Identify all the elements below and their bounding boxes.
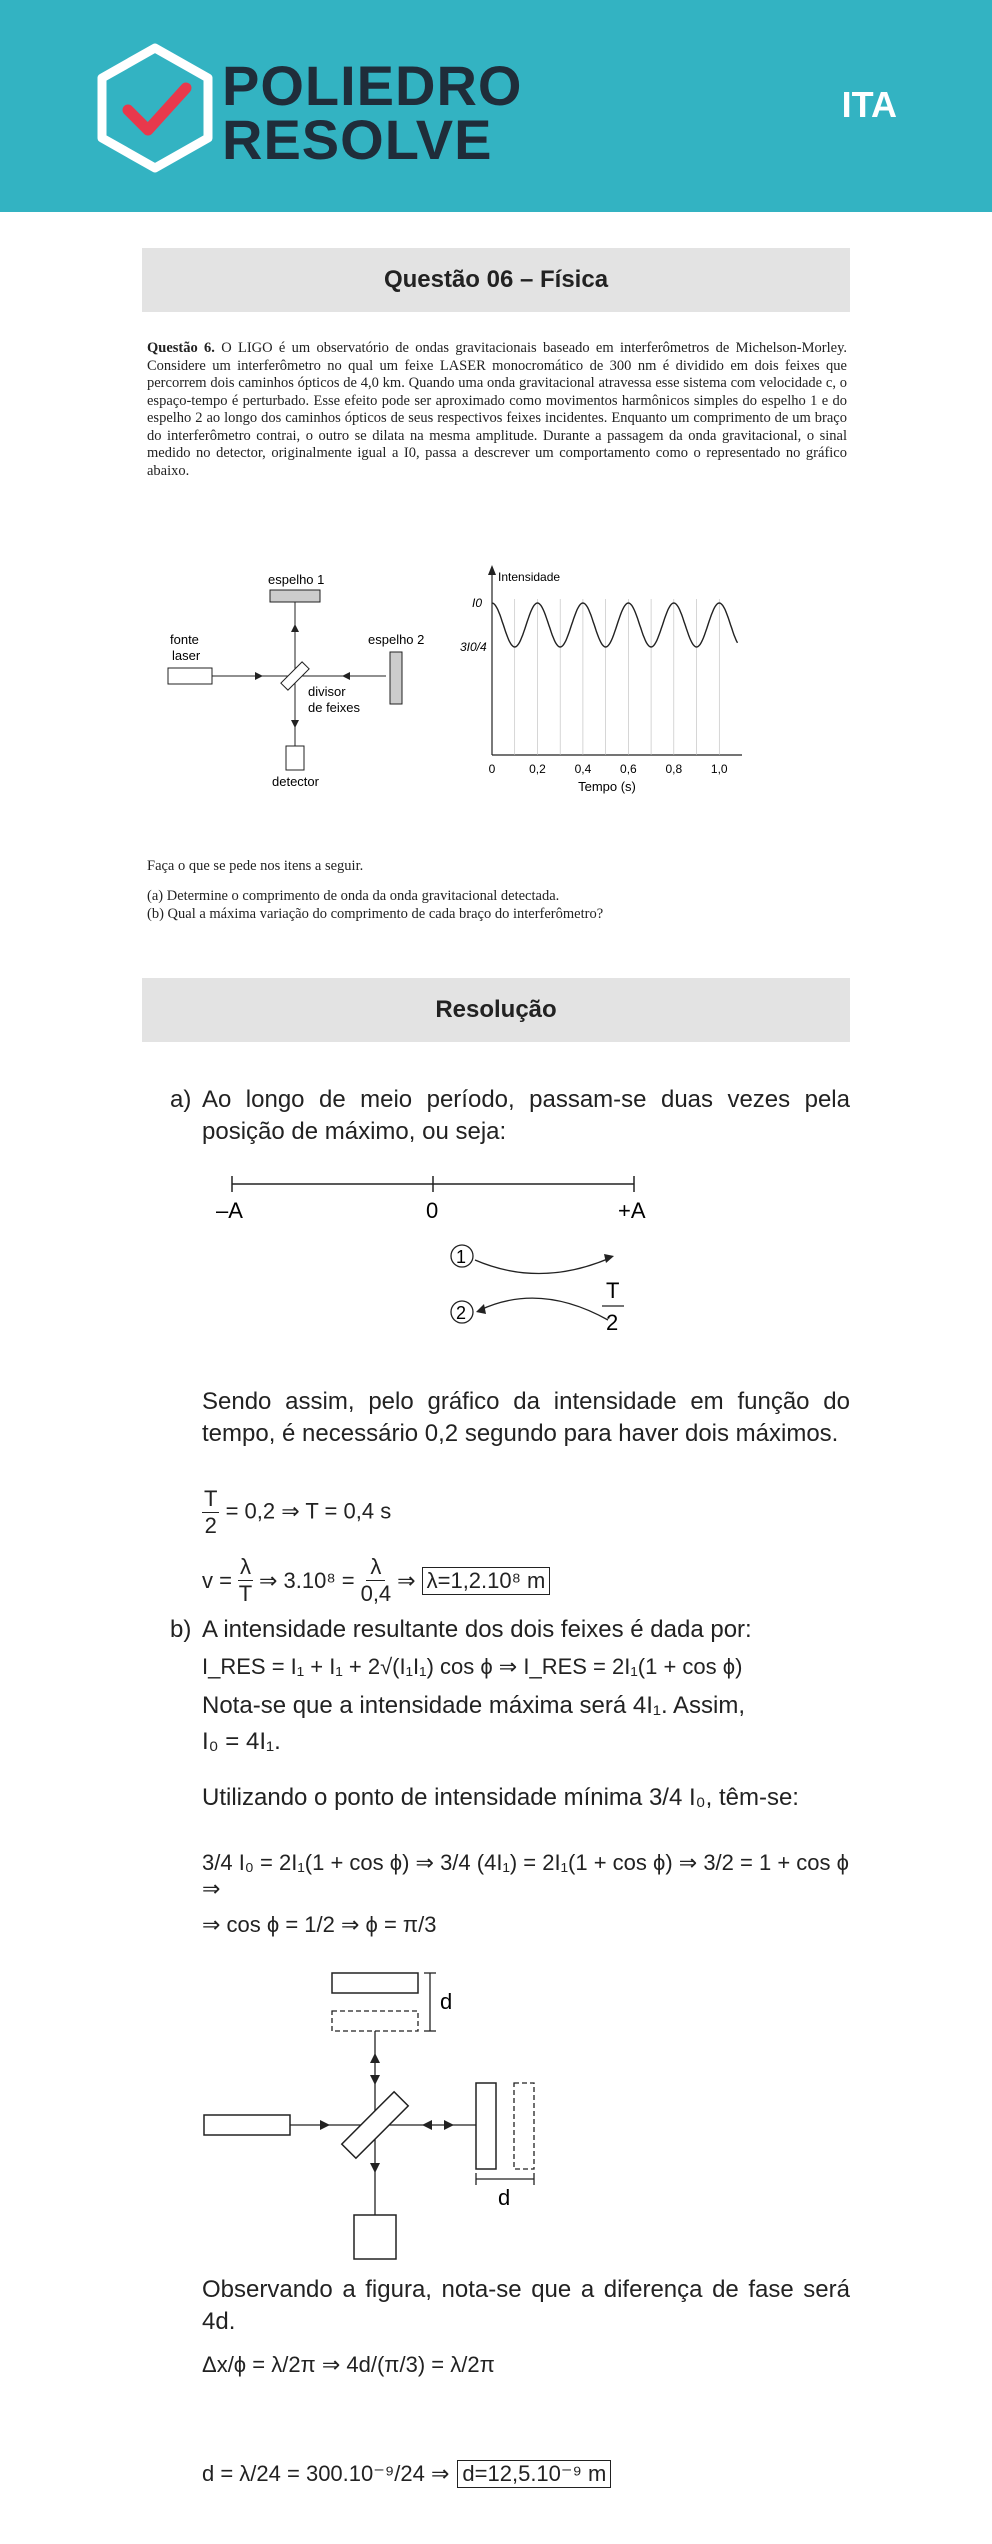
eq-b5-text: d = λ/24 = 300.10⁻⁹/24 ⇒ [202, 2461, 450, 2486]
y-axis-arrow [488, 565, 496, 575]
question-label: Questão 6. [147, 340, 215, 356]
item-a: (a) Determine o comprimento de onda da onda gravitacional detectada. [147, 888, 560, 904]
exam-name: ITA [841, 84, 897, 125]
part-b-text5: Observando a figura, nota-se que a diferença de fase será 4d. [202, 2276, 850, 2335]
x-tick-label: 0,6 [620, 762, 637, 776]
part-b-text4-frac: 3/4 I₀ [648, 1784, 706, 1811]
axis-mid-label: 0 [426, 1198, 439, 1223]
mirror-top [332, 1973, 418, 1993]
x-tick-label: 0 [488, 762, 496, 776]
y-tick-I0: I0 [472, 596, 483, 610]
intensity-series-line [492, 603, 738, 647]
axis-right-label: +A [618, 1198, 646, 1223]
eq-a2-den2: 0,4 [360, 1581, 392, 1606]
question-title-band [142, 248, 850, 312]
eq-b3: ⇒ cos ϕ = 1/2 ⇒ ϕ = π/3 [202, 1912, 437, 1937]
mirror2-label: espelho 2 [368, 632, 425, 647]
eq-b4: Δx/ϕ = λ/2π ⇒ 4d/(π/3) = λ/2π [202, 2352, 495, 2377]
part-b-text: A intensidade resultante dos dois feixes é dada por: [202, 1616, 752, 1643]
laser-source [168, 668, 212, 684]
eq-a1 [202, 1486, 391, 1539]
eq-a2-num: λ [239, 1554, 251, 1579]
instructions: Faça o que se pede nos itens a seguir. [147, 858, 364, 874]
x-tick-label: 0,4 [574, 762, 592, 776]
splitter-label-2: de feixes [308, 700, 361, 715]
header [0, 0, 992, 212]
x-axis-label: Tempo (s) [578, 779, 636, 794]
eq-a2-v: v = [202, 1567, 232, 1593]
item-b: (b) Qual a máxima variação do comprimento de cada braço do interferômetro? [147, 906, 604, 922]
eq-a1-num: T [204, 1486, 218, 1511]
question-text [147, 340, 847, 480]
step-2-label: 2 [456, 1303, 467, 1323]
mirror1-label: espelho 1 [268, 572, 325, 587]
detector-2 [354, 2215, 396, 2259]
mirror-top-dashed [332, 2011, 418, 2031]
x-tick-label: 0,8 [665, 762, 683, 776]
part-b-label: b) [170, 1616, 192, 1643]
d-label-right: d [498, 2185, 511, 2210]
question-title: Questão 06 – Física [383, 266, 609, 293]
step-1-label: 1 [456, 1247, 467, 1267]
answer-b: d=12,5.10⁻⁹ m [457, 2460, 611, 2488]
mirror-right-dashed [514, 2083, 534, 2169]
detector-label: detector [272, 774, 319, 789]
intensity-chart [460, 555, 760, 805]
x-tick-label: 1,0 [710, 762, 728, 776]
eq-a1-den: 2 [204, 1513, 217, 1538]
part-b-text2: Nota-se que a intensidade máxima será 4I₁. Assim, [202, 1692, 746, 1719]
part-a-text: Ao longo de meio período, passam-se duas vezes pela posição de máximo, ou seja: [202, 1086, 850, 1145]
detector [286, 746, 304, 770]
oscillation-diagram [200, 1160, 646, 1340]
part-b-text4-end: , têm-se: [705, 1784, 799, 1811]
mirror-right [476, 2083, 496, 2169]
part-b-text3: I₀ = 4I₁. [202, 1728, 281, 1755]
eq-a2 [202, 1554, 550, 1607]
brand-line2: RESOLVE [222, 108, 493, 171]
frac-T: T [606, 1278, 620, 1303]
part-a-text2: Sendo assim, pelo gráfico da intensidade em função do tempo, é necessário 0,2 segundo para haver dois máximos. [202, 1388, 850, 1447]
answer-a: λ=1,2.10⁸ m [422, 1567, 551, 1595]
x-tick-label: 0,2 [529, 762, 546, 776]
question-body: O LIGO é um observatório de ondas gravitacionais baseado em interferômetros de Michelson-Morley. Considere um interferômetro no qual um feixe LASER monocromático de 300 nm é dividido em dois feixes que percorrem dois caminhos ópticos de 4,0 km. Quando uma onda gravitacional atravessa esse sistema com velocidade c, o espaço-tempo é perturbado. Esse efeito pode ser aproximado como movimentos harmônicos simples do espelho 1 e do espelho 2 ao longo dos caminhos ópticos de seus respectivos feixes incidentes. Enquanto um comprimento de um braço do interferômetro contrai, o outro se dilata na mesma amplitude. Durante a passagem da onda gravitacional, o sinal medido no detector, originalmente igual a I0, passa a descrever um comportamento como o representado no gráfico abaixo. [147, 340, 848, 479]
laser-source-2 [204, 2115, 290, 2135]
source-label-2: laser [172, 648, 201, 663]
part-a-label: a) [170, 1086, 192, 1113]
eq-a2-num2: λ [366, 1554, 385, 1581]
eq-b1: I_RES = I₁ + I₁ + 2√(I₁I₁) cos ϕ ⇒ I_RES = 2I₁(1 + cos ϕ) [202, 1654, 743, 1679]
resolution-band [142, 978, 850, 1042]
d-label-top: d [440, 1989, 453, 2014]
eq-a2-mid: ⇒ 3.10⁸ = [258, 1567, 355, 1593]
checkmark-hexagon-logo-icon [90, 42, 220, 172]
splitter-label-1: divisor [308, 684, 346, 699]
eq-b2: 3/4 I₀ = 2I₁(1 + cos ϕ) ⇒ 3/4 (4I₁) = 2I₁(1 + cos ϕ) ⇒ 3/2 = 1 + cos ϕ ⇒ [202, 1850, 849, 1901]
mirror-displacement-figure [200, 1965, 600, 2265]
brand-line1: POLIEDRO [222, 54, 523, 117]
eq-b5 [202, 2460, 611, 2488]
eq-a2-den: T [238, 1581, 253, 1606]
source-label-1: fonte [170, 632, 199, 647]
y-axis-label: Intensidade [498, 570, 561, 584]
eq-a1-rest: = 0,2 ⇒ T = 0,4 s [225, 1498, 392, 1524]
interferometer-diagram [150, 560, 470, 800]
y-tick-3I0-4: 3I0/4 [460, 640, 487, 654]
part-b-text4 [202, 1782, 799, 1814]
mirror2 [390, 652, 402, 704]
part-b-text4-a: Utilizando o ponto de intensidade mínima [202, 1784, 643, 1811]
mirror1 [270, 590, 320, 602]
frac-2: 2 [606, 1310, 619, 1335]
eq-a2-arrow: ⇒ [397, 1567, 416, 1593]
axis-left-label: –A [216, 1198, 243, 1223]
resolution-title: Resolução [435, 996, 557, 1023]
